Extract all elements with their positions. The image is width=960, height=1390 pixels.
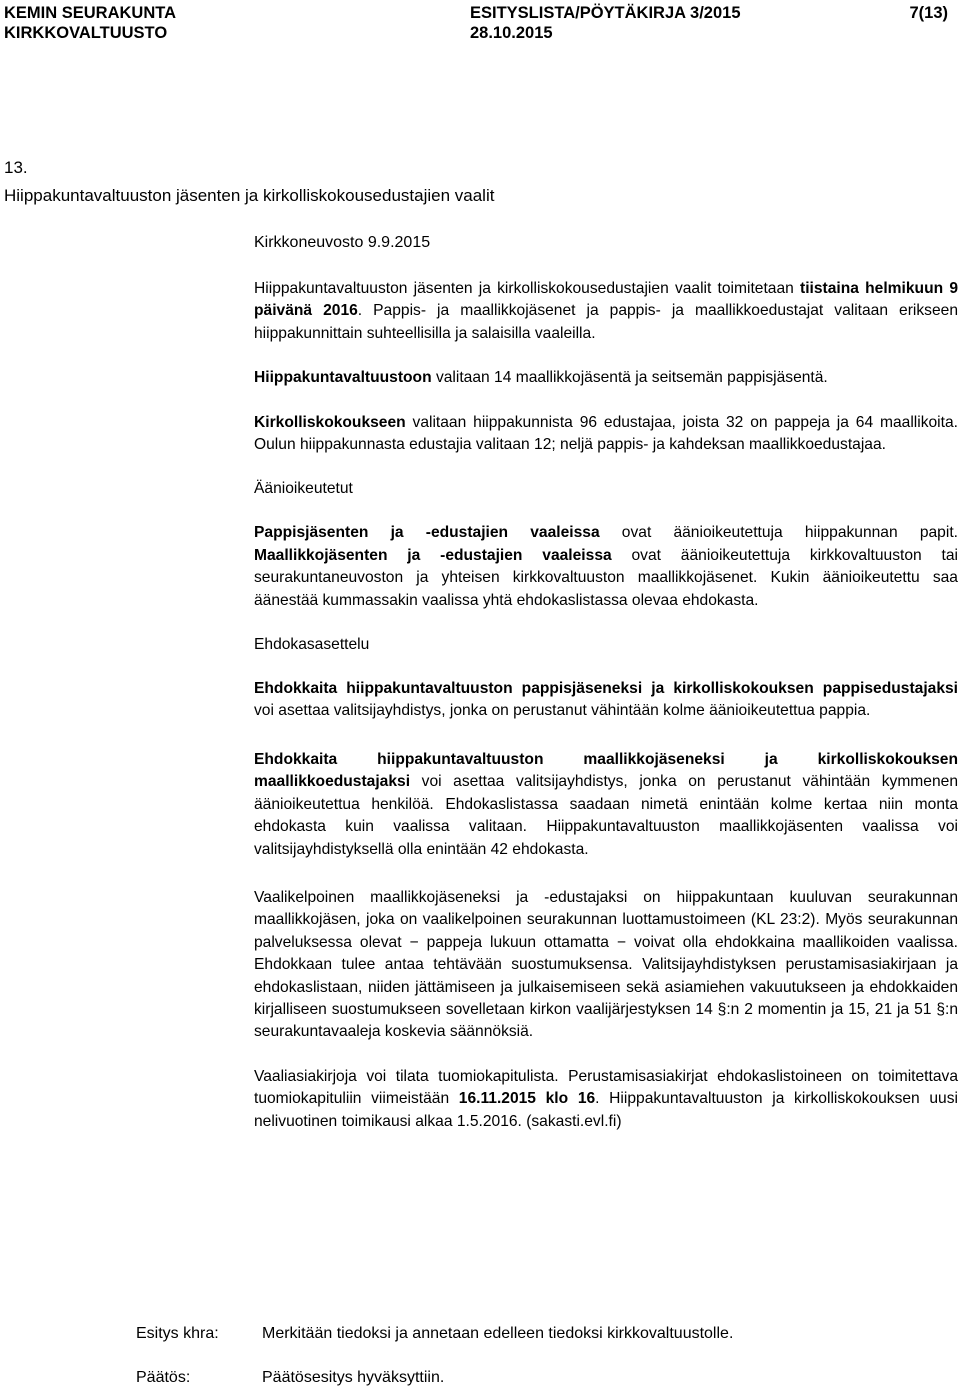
page-number: 7(13) [909, 4, 948, 22]
organization [4, 3, 176, 43]
text: voi asettaa valitsijayhdistys, jonka on perustanut vähintään kymmenen äänioikeutettua henkilöä. Ehdokaslistassa saadaan nimetä enintään kolme kertaa niin monta ehdokasta kuin vaalissa valitaan. Hiippakuntavaltuuston maallikkojäsenten vaalissa voi valitsijayhdistyksellä olla enintään 42 ehdokasta. [254, 773, 958, 858]
heading-nomination: Ehdokasasettelu [254, 636, 370, 654]
bold-term: Maallikkojäsenten ja -edustajien vaaleissa [254, 546, 612, 564]
bold-term: Pappisjäsenten ja -edustajien vaaleissa [254, 524, 600, 542]
paragraph-documents [254, 1066, 958, 1133]
section-title: Hiippakuntavaltuuston jäsenten ja kirkolliskokousedustajien vaalit [4, 186, 495, 205]
text: voi asettaa valitsijayhdistys, jonka on perustanut vähintään kolme äänioikeutettua pappia. [254, 702, 871, 720]
decision-label: Päätös: [136, 1369, 191, 1386]
meeting-reference: Kirkkoneuvosto 9.9.2015 [254, 234, 431, 251]
paragraph-voters [254, 522, 958, 612]
text: valitaan 14 maallikkojäsentä ja seitsemän pappisjäsentä. [431, 369, 828, 387]
document-type: ESITYSLISTA/PÖYTÄKIRJA 3/2015 [470, 4, 741, 22]
bold-term: Ehdokkaita hiippakuntavaltuuston pappisjäseneksi ja kirkolliskokouksen pappisedustajaksi [254, 680, 958, 698]
org-line2: KIRKKOVALTUUSTO [4, 24, 168, 42]
proposal-label: Esitys khra: [136, 1325, 219, 1342]
bold-term: Ehdokkaita hiippakuntavaltuuston maallikkojäseneksi ja kirkolliskokouksen maallikkoedustajaksi [254, 750, 958, 791]
decision-text: Päätösesitys hyväksyttiin. [262, 1369, 445, 1386]
bold-term: Kirkolliskokoukseen [254, 413, 406, 431]
text: . Pappis- ja maallikkojäsenet ja pappis- ja maallikkoedustajat valitaan erikseen hiippakunnittain suhteellisilla ja salaisilla vaaleilla. [254, 302, 958, 342]
paragraph-eligibility: Vaalikelpoinen maallikkojäseneksi ja -edustajaksi on hiippakuntaan kuuluvan seurakunnan maallikkojäsen, joka on vaalikelpoinen seurakunnan luottamustoimeen (KL 23:2). Myös seurakunnan palveluksessa olevat − pappeja lukuun ottamatta − voivat olla ehdokkaina maallikoiden vaalissa. Ehdokkaan tulee antaa tehtävään suostumuksensa. Valitsijayhdistyksen perustamisasiakirjaan ja ehdokaslistaan, niiden jättämiseen ja julkaisemiseen sekä asiamiehen vakuutukseen ja ehdokkaiden kirjalliseen suostumukseen sovelletaan kirkon vaalijärjestyksen 14 §:n 2 momentin ja 15, 21 ja 51 §:n seurakuntavaaleja koskevia säännöksiä. [254, 888, 958, 1041]
paragraph-lay-candidates [254, 749, 958, 861]
text: valitaan hiippakunnista 96 edustajaa, joista 32 on pappeja ja 64 maallikoita. Oulun hiippakunnasta edustajia valitaan 12; neljä pappis- ja kahdeksan maallikkoedustajaa. [254, 413, 958, 454]
proposal-text: Merkitään tiedoksi ja annetaan edelleen tiedoksi kirkkovaltuustolle. [262, 1325, 734, 1342]
paragraph-synod [254, 412, 958, 457]
document-date: 28.10.2015 [470, 24, 553, 42]
page-header [4, 3, 948, 43]
paragraph-clergy-candidates [254, 678, 958, 723]
deadline: 16.11.2015 klo 16 [458, 1090, 596, 1108]
text: Vaaliasiakirjoja voi tilata tuomiokapitulista. Perustamisasiakirjat ehdokaslistoineen on toimitettava tuomiokapituliin viimeistään [254, 1067, 958, 1108]
paragraph-election-date [254, 278, 958, 345]
text: Hiippakuntavaltuuston jäsenten ja kirkolliskokousedustajien vaalit toimitetaan [254, 280, 801, 297]
text: ovat äänioikeutettuja hiippakunnan papit. [599, 524, 958, 542]
section-body [254, 232, 958, 1155]
paragraph-diocesan-council [254, 367, 958, 389]
text: ovat äänioikeutettuja kirkkovaltuuston tai seurakuntaneuvoston ja yhteisen kirkkovaltuuston maallikkojäsenet. Kukin äänioikeutettu saa äänestää kummassakin vaalissa yhtä ehdokaslistassa olevaa ehdokasta. [254, 546, 958, 609]
text: . Hiippakuntavaltuuston ja kirkolliskokouksen uusi nelivuotinen toimikausi alkaa 1.5.2016. (sakasti.evl.fi) [254, 1090, 958, 1130]
section-number: 13. [4, 158, 28, 177]
bold-term: Hiippakuntavaltuustoon [254, 369, 432, 387]
document-info [470, 3, 741, 43]
heading-voters: Äänioikeutetut [254, 480, 353, 498]
election-date: tiistaina helmikuun 9 päivänä 2016 [254, 280, 959, 320]
org-line1: KEMIN SEURAKUNTA [4, 4, 177, 22]
